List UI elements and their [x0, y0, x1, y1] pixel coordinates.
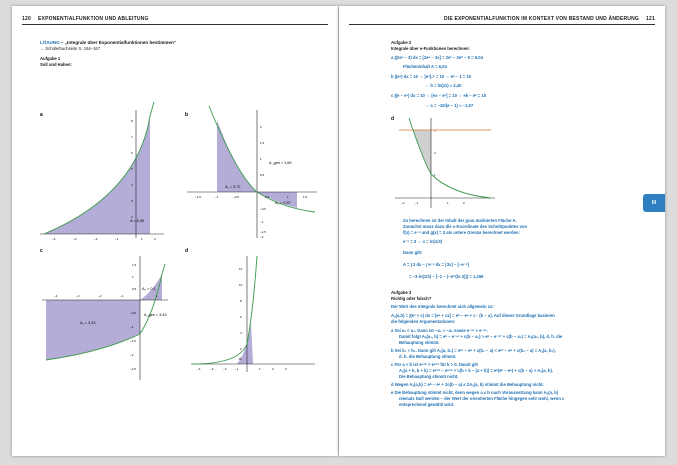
graph-b-label: b	[185, 112, 189, 118]
tick: 2	[272, 367, 274, 371]
tick: −4	[197, 367, 201, 371]
tick: −3	[73, 237, 77, 240]
tick: 1,5	[303, 195, 308, 199]
task3-heading: Aufgabe 3	[391, 290, 412, 295]
tick: 1	[287, 195, 289, 199]
graph-c-area-ges-label: A_ges = 3,43	[144, 313, 167, 317]
tick: −0,5	[130, 311, 136, 315]
chapter-tab[interactable]: III	[643, 194, 665, 212]
formula-line-1: A = ∫ 3 dx − ∫ e⁻ˣ dx = [3x] − [−e⁻ˣ]	[403, 262, 469, 267]
tick: 2	[240, 347, 242, 351]
left-page-number: 120	[22, 16, 31, 22]
graph-d-label: d	[185, 248, 189, 254]
tick: −2	[94, 237, 98, 240]
task2-sub: Integrale über e-Funktionen berechnen:	[391, 46, 470, 51]
tick: 1	[434, 173, 436, 177]
tick: −4	[52, 237, 56, 240]
tick: 1,5	[132, 263, 137, 267]
tick: 8	[240, 299, 242, 303]
bullet-a-3: Behauptung stimmt.	[399, 340, 440, 345]
tick: 1	[259, 367, 261, 371]
right-page	[339, 6, 665, 456]
tick: 3	[434, 129, 436, 133]
tick: 4	[131, 183, 133, 187]
tick: −1	[260, 220, 264, 224]
graph-c-label: c	[40, 248, 43, 254]
task1-heading: Aufgabe 1	[40, 56, 61, 61]
bullet-c-1: c Für a < b ist eᵃ⁺ᵏ > eᵃ⁺ᵏ für k > 0. Damit gilt	[391, 362, 478, 367]
right-running-title: DIE EXPONENTIALFUNKTION IM KONTEXT VON BESTAND UND ÄNDERUNG	[443, 16, 639, 22]
tick: 5	[131, 167, 133, 171]
bullet-e-2: niemals Null werden – der Wert der orientierten Fläche hingegen sehr wohl, wenn c	[399, 396, 565, 401]
graph-b-area-right-label: A₂ = 0,97	[275, 201, 291, 205]
tick: 0,5	[265, 195, 270, 199]
tick: −1,5	[130, 339, 136, 343]
tick: 2	[463, 201, 465, 205]
graph-d	[177, 242, 322, 382]
tick: 2	[131, 215, 133, 219]
graph-a-area	[44, 116, 150, 234]
tick: 0,5	[132, 287, 137, 291]
graph-a	[32, 70, 172, 240]
graph-right-d-y-ticks	[434, 129, 436, 177]
tick: 1	[260, 157, 262, 161]
tick: 7	[131, 135, 133, 139]
graph-b-y-ticks	[260, 125, 266, 239]
task2c-line2: ⇔ a = −10/(e − 1) ≈ −1,57	[425, 103, 474, 108]
bullet-e-3: entsprechend gewählt wird.	[399, 402, 455, 407]
bullet-c-3: Die Behauptung stimmt nicht.	[399, 374, 459, 379]
tick: −1	[215, 195, 219, 199]
tick: −1	[115, 237, 119, 240]
tick: 4	[240, 331, 242, 335]
graph-b-area-right	[257, 192, 297, 208]
task2-heading: Aufgabe 2	[391, 40, 412, 45]
tick: 1	[141, 237, 143, 240]
graph-a-label: a	[40, 112, 43, 118]
graph-d-area-label: A	[239, 357, 242, 361]
bullet-c-2: Aₐ(a + k, b + k) = eᵇ⁺ᵏ − eᵃ⁺ᵏ + c(b + k − (a + k)) = eᵏ(eᵇ − eᵃ) + c(b − a) > Aₐ(a, b).	[399, 368, 554, 373]
tick: −1,5	[260, 230, 266, 234]
tick: 2	[260, 125, 262, 129]
tick: 3	[285, 367, 287, 371]
task3-sub: Richtig oder falsch?	[391, 296, 432, 301]
tick: 1	[447, 201, 449, 205]
formula-line-2: = −3·ln(1/3) − [−1 − (−e^(ln 3))] = 1,296	[409, 274, 484, 279]
tick: −1	[120, 294, 124, 298]
bullet-a-1: a Sei a₁ < a₂. Dann ist −a₁ > −a₂ sowie e⁻ᵃ¹ > e⁻ᵃ².	[391, 328, 488, 333]
left-running-title: EXPONENTIALFUNKTION UND ABLEITUNG	[38, 16, 149, 22]
para-d-grenze: Dann gilt:	[403, 250, 423, 255]
graph-d-y-ticks	[239, 267, 243, 351]
tick: −0,5	[233, 195, 239, 199]
tick: −1	[130, 325, 134, 329]
para-d-4: e⁻ˣ = 3 ⇔ x = ln(1/3)	[403, 239, 443, 244]
bullet-b-2: d. h. die Behauptung stimmt.	[399, 354, 457, 359]
tick: −4	[54, 294, 58, 298]
bullet-e-1: e Die Behauptung stimmt nicht, denn wegen a ≠ b nach Voraussetzung kann Aₐ(a, b)	[391, 390, 559, 395]
solution-ref: → Schülerbuchseite S. 164–167	[40, 46, 101, 51]
tick: −1	[415, 201, 419, 205]
graph-a-x-ticks	[52, 237, 156, 240]
task2a-line1: a ∫(2eˣ − 3) dx = [2eˣ − 3x] = 2e² − 2e⁰ − 9 = 6,04	[391, 55, 483, 60]
task3-intro-2: Aₐ(a,b) = ∫(eˣ + c) dx = [eˣ + cx] = eᵇ − eᵃ + c · (b − a). Auf dieser Grundlage basieren	[391, 313, 555, 318]
left-header	[22, 16, 328, 25]
left-page	[12, 6, 338, 456]
tick: −0,5	[260, 207, 266, 211]
tick: −1	[235, 367, 239, 371]
graph-b	[177, 70, 322, 240]
para-d-3: f(x) = e⁻ˣ und g(x) = 3 als untere Grenze berechnet werden:	[403, 230, 520, 235]
tick: 6	[240, 315, 242, 319]
tick: 1	[132, 275, 134, 279]
tick: 8	[131, 119, 133, 123]
task3-intro-1: Der Wert des Integrals berechnet sich allgemein zu:	[391, 304, 494, 309]
tick: −2	[401, 201, 405, 205]
tick: 2	[154, 237, 156, 240]
tick: 1,5	[260, 141, 265, 145]
graph-b-area-left-label: A₁ = 0,72	[225, 185, 241, 189]
tick: −3	[210, 367, 214, 371]
para-d-2: Zunächst muss dazu die x-Koordinate des Schnittpunktes von	[403, 224, 528, 229]
tick: −2,5	[130, 367, 136, 371]
task1-sub: Soll und Haben:	[40, 62, 72, 67]
bullet-b-1: b Sei b₁ < b₂. Dann gilt Aₐ(a, b₁) = eᵇ¹ − eᵃ + c(b₁ − a) < eᵇ² − eᵃ + c(b₂ − a) = Aₐ(a, b₂),	[391, 348, 556, 353]
tick: 3	[131, 199, 133, 203]
graph-b-area-top: A_ges = 1,69	[269, 161, 292, 165]
bullet-d-1: d Wegen Aₐ(a,b) = eᵇ − eᵃ + 2c(b − a) ≠ 2Aₐ(a, b) stimmt die Behauptung nicht.	[391, 382, 544, 387]
graph-b-area-left	[217, 120, 257, 192]
solution-label: LÖSUNG	[40, 40, 60, 45]
tick: 10	[239, 283, 243, 287]
right-header	[349, 16, 655, 25]
tick: −1,5	[195, 195, 201, 199]
graph-c	[32, 242, 172, 382]
graph-right-d-label: d	[391, 116, 395, 122]
task3-intro-3: die folgenden Argumentationen:	[391, 319, 456, 324]
tick: −2	[260, 235, 264, 239]
graph-c-area-small-label: A₂ = 0,1	[142, 287, 156, 291]
graph-right-d	[391, 112, 501, 212]
task2a-line2: Flächeninhalt A = 6,04	[403, 64, 447, 69]
tick: −3	[76, 294, 80, 298]
tick: 6	[131, 151, 133, 155]
graph-d-x-ticks	[197, 367, 287, 371]
tick: 1	[156, 294, 158, 298]
task2b-line1: b ∫(eˣ) dx = 10 ⇔ [eˣ]₀ᵇ = 10 ⇔ eᵇ − 1 = 10	[391, 74, 472, 79]
tick: −2	[223, 367, 227, 371]
tick: 0,5	[260, 173, 265, 177]
right-page-number: 121	[646, 16, 655, 22]
graph-c-x-ticks	[54, 294, 158, 298]
task2c-line1: c ∫(e − eˣ) dx = 10 ⇔ [ex − eˣ] = 10 ⇔ ek − eᵏ = 10	[391, 93, 487, 98]
tick: 12	[239, 267, 243, 271]
graph-a-area-label: A = 6,39	[130, 219, 145, 223]
graph-right-d-x-ticks	[401, 201, 465, 205]
tick: −2	[98, 294, 102, 298]
tick: −2	[130, 353, 134, 357]
solution-title: – „Integrale über Exponentialfunktionen bestimmen“	[59, 40, 177, 45]
para-d-1: Zu berechnen ist der Inhalt der grau markierten Fläche A.	[403, 218, 517, 223]
bullet-a-2: Damit folgt Aₐ(a₁, b) = eᵇ − e⁻ᵃ¹ + c(b − a₁) > eᵇ − e⁻ᵃ² + c(b − a₂) = Aₐ(a₂, b), d. h. die	[399, 334, 563, 339]
task2b-line2: ⇔ b = ln(11) ≈ 2,40	[425, 83, 462, 88]
graph-c-area-big-label: A₁ = 3,33	[80, 321, 96, 325]
tick: 2	[434, 151, 436, 155]
